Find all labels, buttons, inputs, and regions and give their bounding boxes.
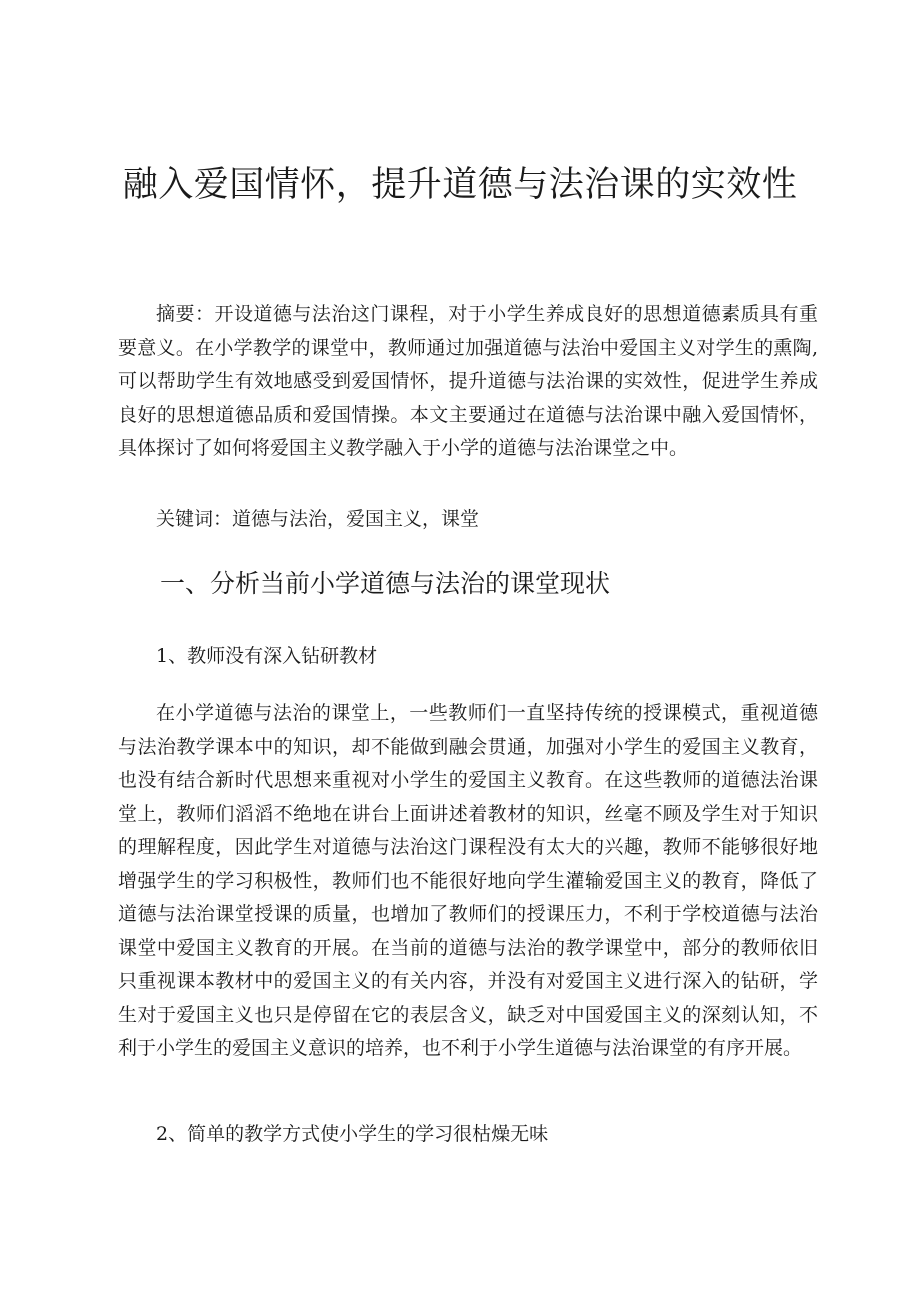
section-heading: 一、分析当前小学道德与法治的课堂现状 bbox=[160, 569, 611, 598]
abstract-paragraph: 摘要：开设道德与法治这门课程，对于小学生养成良好的思想道德素质具有重要意义。在小学教学的课堂中，教师通过加强道德与法治中爱国主义对学生的熏陶,可以帮助学生有效地感受到爱国情怀，提升道德与法治课的实效性，促进学生养成良好的思想道德品质和爱国情操。本文主要通过在道德与法治课中融入爱国情怀，具体探讨了如何将爱国主义教学融入于小学的道德与法治课堂之中。 bbox=[118, 303, 818, 459]
body-paragraph-1: 在小学道德与法治的课堂上，一些教师们一直坚持传统的授课模式，重视道德与法治教学课本中的知识，却不能做到融会贯通，加强对小学生的爱国主义教育，也没有结合新时代思想来重视对小学生的爱国主义教育。在这些教师的道德法治课堂上，教师们滔滔不绝地在讲台上面讲述着教材的知识，丝毫不顾及学生对于知识的理解程度，因此学生对道德与法治这门课程没有太大的兴趣，教师不能够很好地增强学生的学习积极性，教师们也不能很好地向学生灌输爱国主义的教育，降低了道德与法治课堂授课的质量，也增加了教师们的授课压力，不利于学校道德与法治课堂中爱国主义教育的开展。在当前的道德与法治的教学课堂中，部分的教师依旧只重视课本教材中的爱国主义的有关内容，并没有对爱国主义进行深入的钻研，学生对于爱国主义也只是停留在它的表层含义，缺乏对中国爱国主义的深刻认知，不利于小学生的爱国主义意识的培养，也不利于小学生道德与法治课堂的有序开展。 bbox=[118, 702, 818, 1059]
subsection-heading-1: 1、教师没有深入钻研教材 bbox=[156, 645, 378, 667]
keywords-line: 关键词：道德与法治，爱国主义，课堂 bbox=[156, 508, 480, 530]
subsection-heading-2: 2、简单的教学方式使小学生的学习很枯燥无味 bbox=[156, 1123, 549, 1145]
document-title: 融入爱国情怀，提升道德与法治课的实效性 bbox=[122, 165, 798, 205]
